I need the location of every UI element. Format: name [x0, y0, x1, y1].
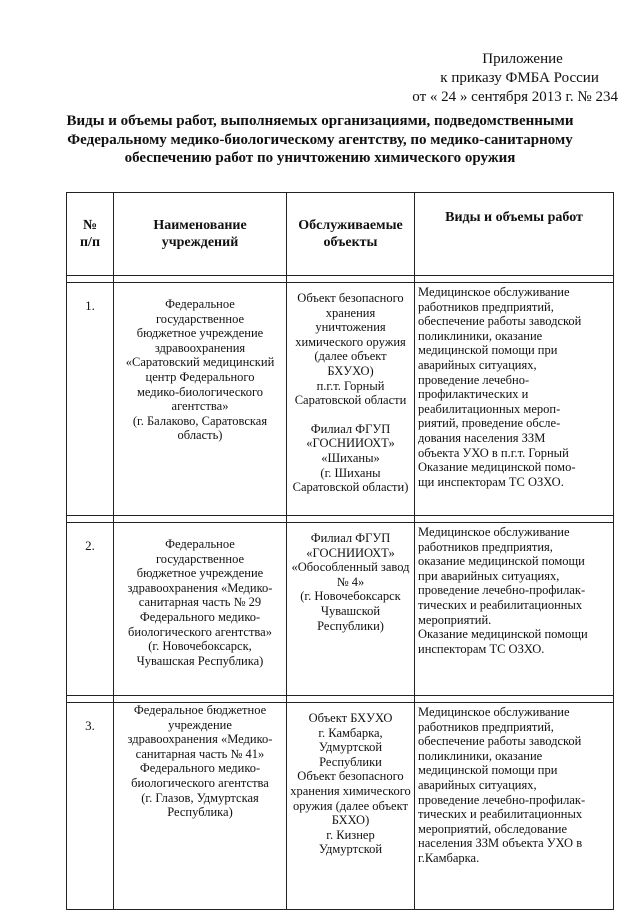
text-line: объекта УХО в п.г.т. Горный	[418, 445, 569, 460]
text-line: г. Камбарка,	[318, 725, 383, 740]
text-line: (г. Глазов, Удмуртская	[141, 790, 259, 805]
text-line: здравоохранения «Медико-	[127, 732, 273, 747]
object-b	[289, 422, 412, 495]
text-line: Филиал ФГУП	[310, 421, 391, 436]
row-number: 2.	[67, 523, 114, 696]
object-a	[289, 711, 412, 857]
text-line: хранения химического	[290, 783, 411, 798]
page-title	[40, 112, 600, 168]
text-line: Федеральное	[165, 297, 235, 311]
text-line: мероприятий.	[418, 612, 492, 627]
text-line: химического оружия	[295, 334, 406, 349]
text-line: реабилитационных мероп-	[418, 401, 561, 416]
text-line: Республики)	[317, 618, 384, 633]
text-line: населения ЗЗМ объекта УХО в	[418, 836, 583, 851]
text-line: обеспечение работы заводской	[418, 314, 582, 329]
text-line: «ГОСНИИОХТ»	[306, 545, 395, 560]
text-line: работников предприятий,	[418, 719, 554, 734]
text-line: Федерального медико-	[139, 609, 261, 624]
text-line: БХХО)	[331, 813, 370, 828]
text-line: оказание медицинской помощи	[418, 554, 585, 569]
text-line: проведение лечебно-профилак-	[418, 792, 586, 807]
text-line: Виды и объемы работ	[445, 210, 583, 225]
table-spacer	[67, 696, 614, 703]
title-line-1: Виды и объемы работ, выполняемых организациями, подведомственными	[66, 113, 574, 129]
text-line: Медицинское обслуживание	[418, 525, 570, 539]
text-line: п.г.т. Горный	[316, 378, 385, 393]
text-line: Объект безопасного	[297, 291, 404, 305]
header-objects	[287, 193, 415, 276]
text-line: Республика)	[167, 805, 233, 820]
text-line: здравоохранения	[154, 340, 246, 355]
text-line: Оказание медицинской помощи	[418, 627, 588, 642]
title-line-3: обеспечению работ по уничтожению химического оружия	[124, 150, 516, 166]
text-line: проведение лечебно-	[418, 372, 530, 387]
text-line: уничтожения	[315, 320, 386, 335]
document-header	[412, 50, 618, 107]
text-line: биологического агентства»	[128, 624, 272, 639]
text-line: хранения	[325, 305, 376, 320]
institution-cell	[114, 703, 287, 910]
text-line: здравоохранения «Медико-	[127, 580, 273, 595]
text-line: обеспечение работы заводской	[418, 734, 582, 749]
text-line: центр Федерального	[145, 369, 255, 384]
text-line: дования населения ЗЗМ	[418, 430, 546, 445]
text-line: аварийных ситуациях,	[418, 357, 537, 372]
text-line: санитарная часть № 41»	[135, 746, 265, 761]
table-row	[67, 703, 614, 910]
text-line: Медицинское обслуживание	[418, 285, 570, 299]
text-line: Оказание медицинской помо-	[418, 460, 576, 475]
row-number: 3.	[67, 703, 114, 910]
text-line: БХУХО)	[327, 363, 374, 378]
text-line: Саратовской области)	[292, 480, 409, 495]
text-line: Федеральное бюджетное	[133, 703, 267, 717]
text-line: поликлиники, оказание	[418, 748, 543, 763]
text-line: медицинской помощи при	[418, 343, 558, 358]
objects-cell	[287, 703, 415, 910]
text-line: биологического агентства	[131, 775, 269, 790]
text-line: при аварийных ситуациях,	[418, 568, 560, 583]
table-header-row	[67, 193, 614, 276]
text-line: мероприятий, обследование	[418, 821, 568, 836]
text-line: Саратовской области	[294, 393, 407, 408]
text-line: (далее объект	[314, 349, 387, 364]
text-line: оружия (далее объект	[293, 798, 408, 813]
text-line: «Шиханы»	[321, 450, 380, 465]
text-line: Федеральное	[165, 537, 235, 551]
text-line: работников предприятий,	[418, 299, 554, 314]
text-line: государственное	[155, 551, 245, 566]
appendix-label: Приложение	[482, 51, 563, 67]
table-row	[67, 523, 614, 696]
works-cell	[415, 703, 614, 910]
text-line: учреждение	[168, 717, 232, 732]
text-line: государственное	[155, 311, 245, 326]
text-line: агентства»	[171, 399, 229, 414]
text-line: (г. Балаково, Саратовская	[132, 413, 268, 428]
table-spacer	[67, 276, 614, 283]
text-line: Обслуживаемые	[298, 218, 403, 233]
works-cell	[415, 523, 614, 696]
order-reference: к приказу ФМБА России	[440, 70, 599, 86]
order-date-number: от « 24 » сентября 2013 г. № 234	[412, 89, 618, 105]
text-line: Республики	[319, 754, 382, 769]
text-line: (г. Новочебоксарск	[300, 589, 401, 604]
text-line: бюджетное учреждение	[136, 566, 264, 581]
header-institution	[114, 193, 287, 276]
header-works	[415, 193, 614, 276]
works-cell	[415, 283, 614, 516]
text-line: Удмуртской	[318, 740, 383, 755]
text-line: Объект БХУХО	[308, 711, 393, 725]
text-line: инспекторам ТС ОЗХО.	[418, 641, 545, 656]
text-line: «ГОСНИИОХТ»	[306, 436, 395, 451]
text-line: Филиал ФГУП	[310, 531, 391, 545]
text-line: проведение лечебно-профилак-	[418, 583, 586, 598]
text-line: Объект безопасного	[297, 769, 404, 784]
title-line-2: Федеральному медико-биологическому агентству, по медико-санитарному	[67, 131, 573, 148]
table-row	[67, 283, 614, 516]
text-line: санитарная часть № 29	[138, 595, 262, 610]
text-line: профилактических и	[418, 387, 529, 402]
text-line: (г. Шиханы	[320, 465, 381, 480]
object-a	[289, 531, 412, 633]
institution-cell	[114, 523, 287, 696]
text-line: Чувашская Республика)	[136, 653, 264, 668]
text-line: г.Камбарка.	[418, 850, 480, 865]
text-line: п/п	[79, 235, 101, 250]
object-a	[289, 291, 412, 408]
text-line: бюджетное учреждение	[136, 326, 264, 341]
text-line: аварийных ситуациях,	[418, 777, 537, 792]
text-line: Чувашской	[320, 603, 381, 618]
text-line: объекты	[323, 235, 378, 250]
text-line: область)	[177, 428, 223, 443]
text-line: г. Кизнер	[326, 827, 375, 842]
institution-cell	[114, 283, 287, 516]
row-number: 1.	[67, 283, 114, 516]
text-line: щи инспекторам ТС ОЗХО.	[418, 474, 564, 489]
text-line: тических и реабилитационных	[418, 807, 583, 822]
text-line: «Обособленный завод	[291, 560, 410, 575]
text-line: №	[82, 218, 98, 233]
header-num	[67, 193, 114, 276]
text-line: Наименование	[153, 218, 247, 233]
table-spacer	[67, 516, 614, 523]
objects-cell	[287, 523, 415, 696]
text-line: медико-биологического	[136, 384, 264, 399]
text-line: тических и реабилитационных	[418, 597, 583, 612]
text-line: поликлиники, оказание	[418, 328, 543, 343]
objects-cell	[287, 283, 415, 516]
text-line: работников предприятия,	[418, 539, 553, 554]
text-line: Медицинское обслуживание	[418, 705, 570, 719]
text-line: учреждений	[161, 235, 239, 250]
text-line: (г. Новочебоксарск,	[148, 639, 252, 654]
text-line: медицинской помощи при	[418, 763, 558, 778]
text-line: Удмуртской	[318, 842, 383, 857]
text-line: риятий, проведение обсле-	[418, 416, 561, 431]
text-line: Федерального медико-	[139, 761, 261, 776]
text-line: «Саратовский медицинский	[125, 355, 275, 370]
works-table	[66, 192, 614, 910]
text-line: № 4»	[336, 574, 365, 589]
